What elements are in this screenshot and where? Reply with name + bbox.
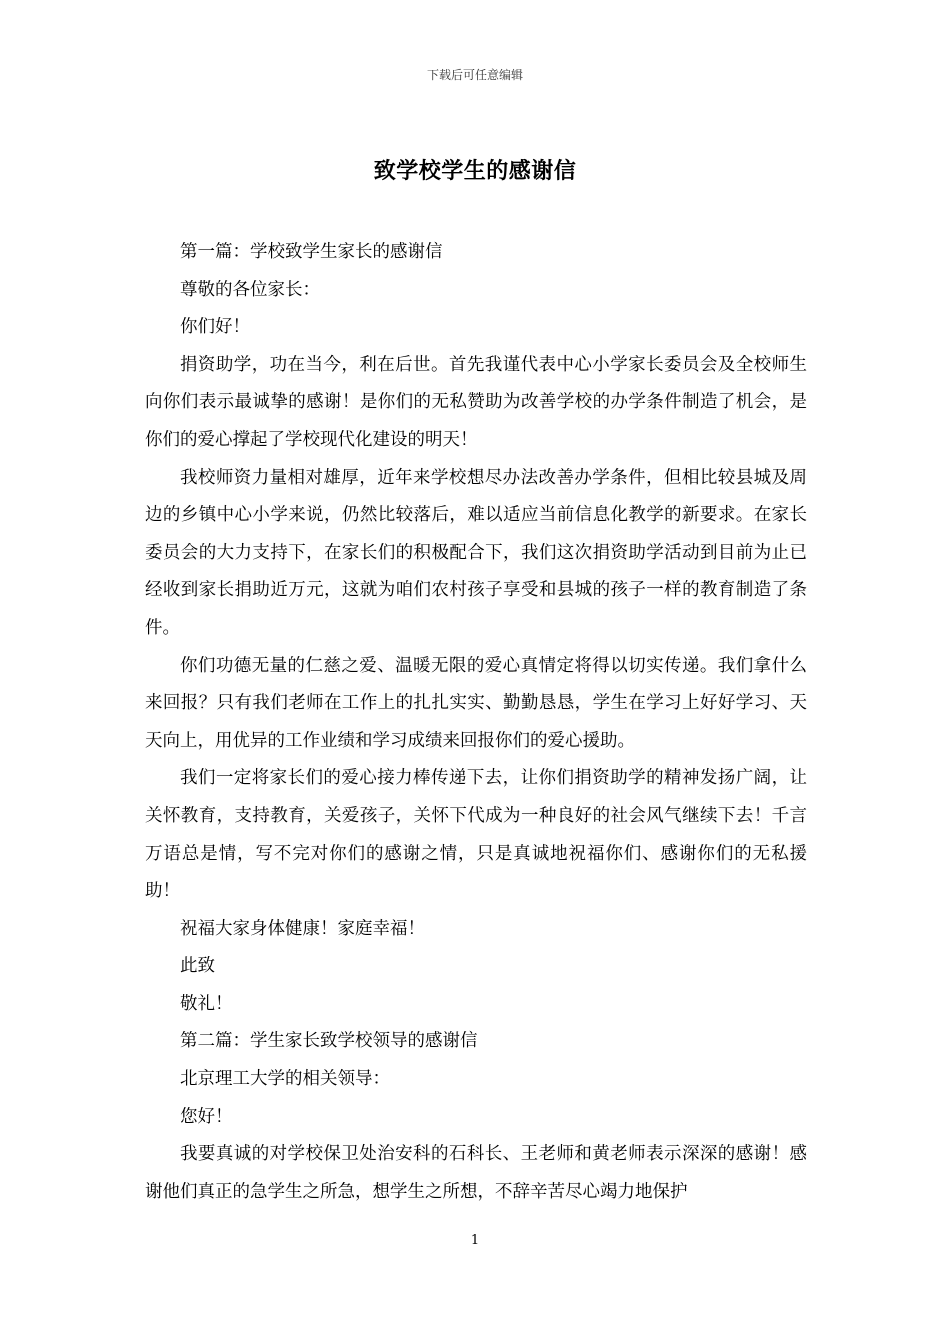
closing-jingli: 敬礼！ (180, 993, 233, 1014)
salutation: 北京理工大学的相关领导： (180, 1069, 390, 1090)
heading-part-one: 第一篇：学校致学生家长的感谢信 (180, 242, 443, 262)
document-body (145, 234, 807, 1211)
closing-cizhi: 此致 (180, 956, 215, 977)
document-title: 致学校学生的感谢信 (373, 158, 577, 184)
greeting: 你们好！ (180, 317, 250, 338)
body-paragraph: 捐资助学，功在当今，利在后世。首先我谨代表中心小学家长委员会及全校师生向你们表示最诚挚的感谢！是你们的无私赞助为改善学校的办学条件制造了机会，是你们的爱心撑起了学校现代化建设的明天！ (145, 354, 807, 450)
greeting: 您好！ (180, 1106, 233, 1127)
page-number: 1 (470, 1233, 480, 1248)
body-paragraph: 我们一定将家长们的爱心接力棒传递下去，让你们捐资助学的精神发扬广阔，让关怀教育，支持教育，关爱孩子，关怀下代成为一种良好的社会风气继续下去！千言万语总是情，写不完对你们的感谢之情，只是真诚地祝福你们、感谢你们的无私援助！ (145, 768, 807, 902)
closing-wish: 祝福大家身体健康！家庭幸福！ (180, 918, 425, 939)
body-paragraph: 你们功德无量的仁慈之爱、温暖无限的爱心真情定将得以切实传递。我们拿什么来回报？只有我们老师在工作上的扎扎实实、勤勤恳恳，学生在学习上好好学习、天天向上，用优异的工作业绩和学习成绩来回报你们的爱心援助。 (145, 655, 807, 751)
body-paragraph: 我校师资力量相对雄厚，近年来学校想尽办法改善办学条件，但相比较县城及周边的乡镇中心小学来说，仍然比较落后，难以适应当前信息化教学的新要求。在家长委员会的大力支持下，在家长们的积极配合下，我们这次捐资助学活动到目前为止已经收到家长捐助近万元，这就为咱们农村孩子享受和县城的孩子一样的教育制造了条件。 (145, 467, 807, 638)
heading-part-two: 第二篇：学生家长致学校领导的感谢信 (180, 1031, 478, 1052)
page-header-note: 下载后可任意编辑 (426, 68, 523, 82)
body-paragraph: 我要真诚的对学校保卫处治安科的石科长、王老师和黄老师表示深深的感谢！感谢他们真正的急学生之所急，想学生之所想，不辞辛苦尽心竭力地保护 (145, 1144, 807, 1202)
salutation: 尊敬的各位家长： (180, 279, 320, 300)
